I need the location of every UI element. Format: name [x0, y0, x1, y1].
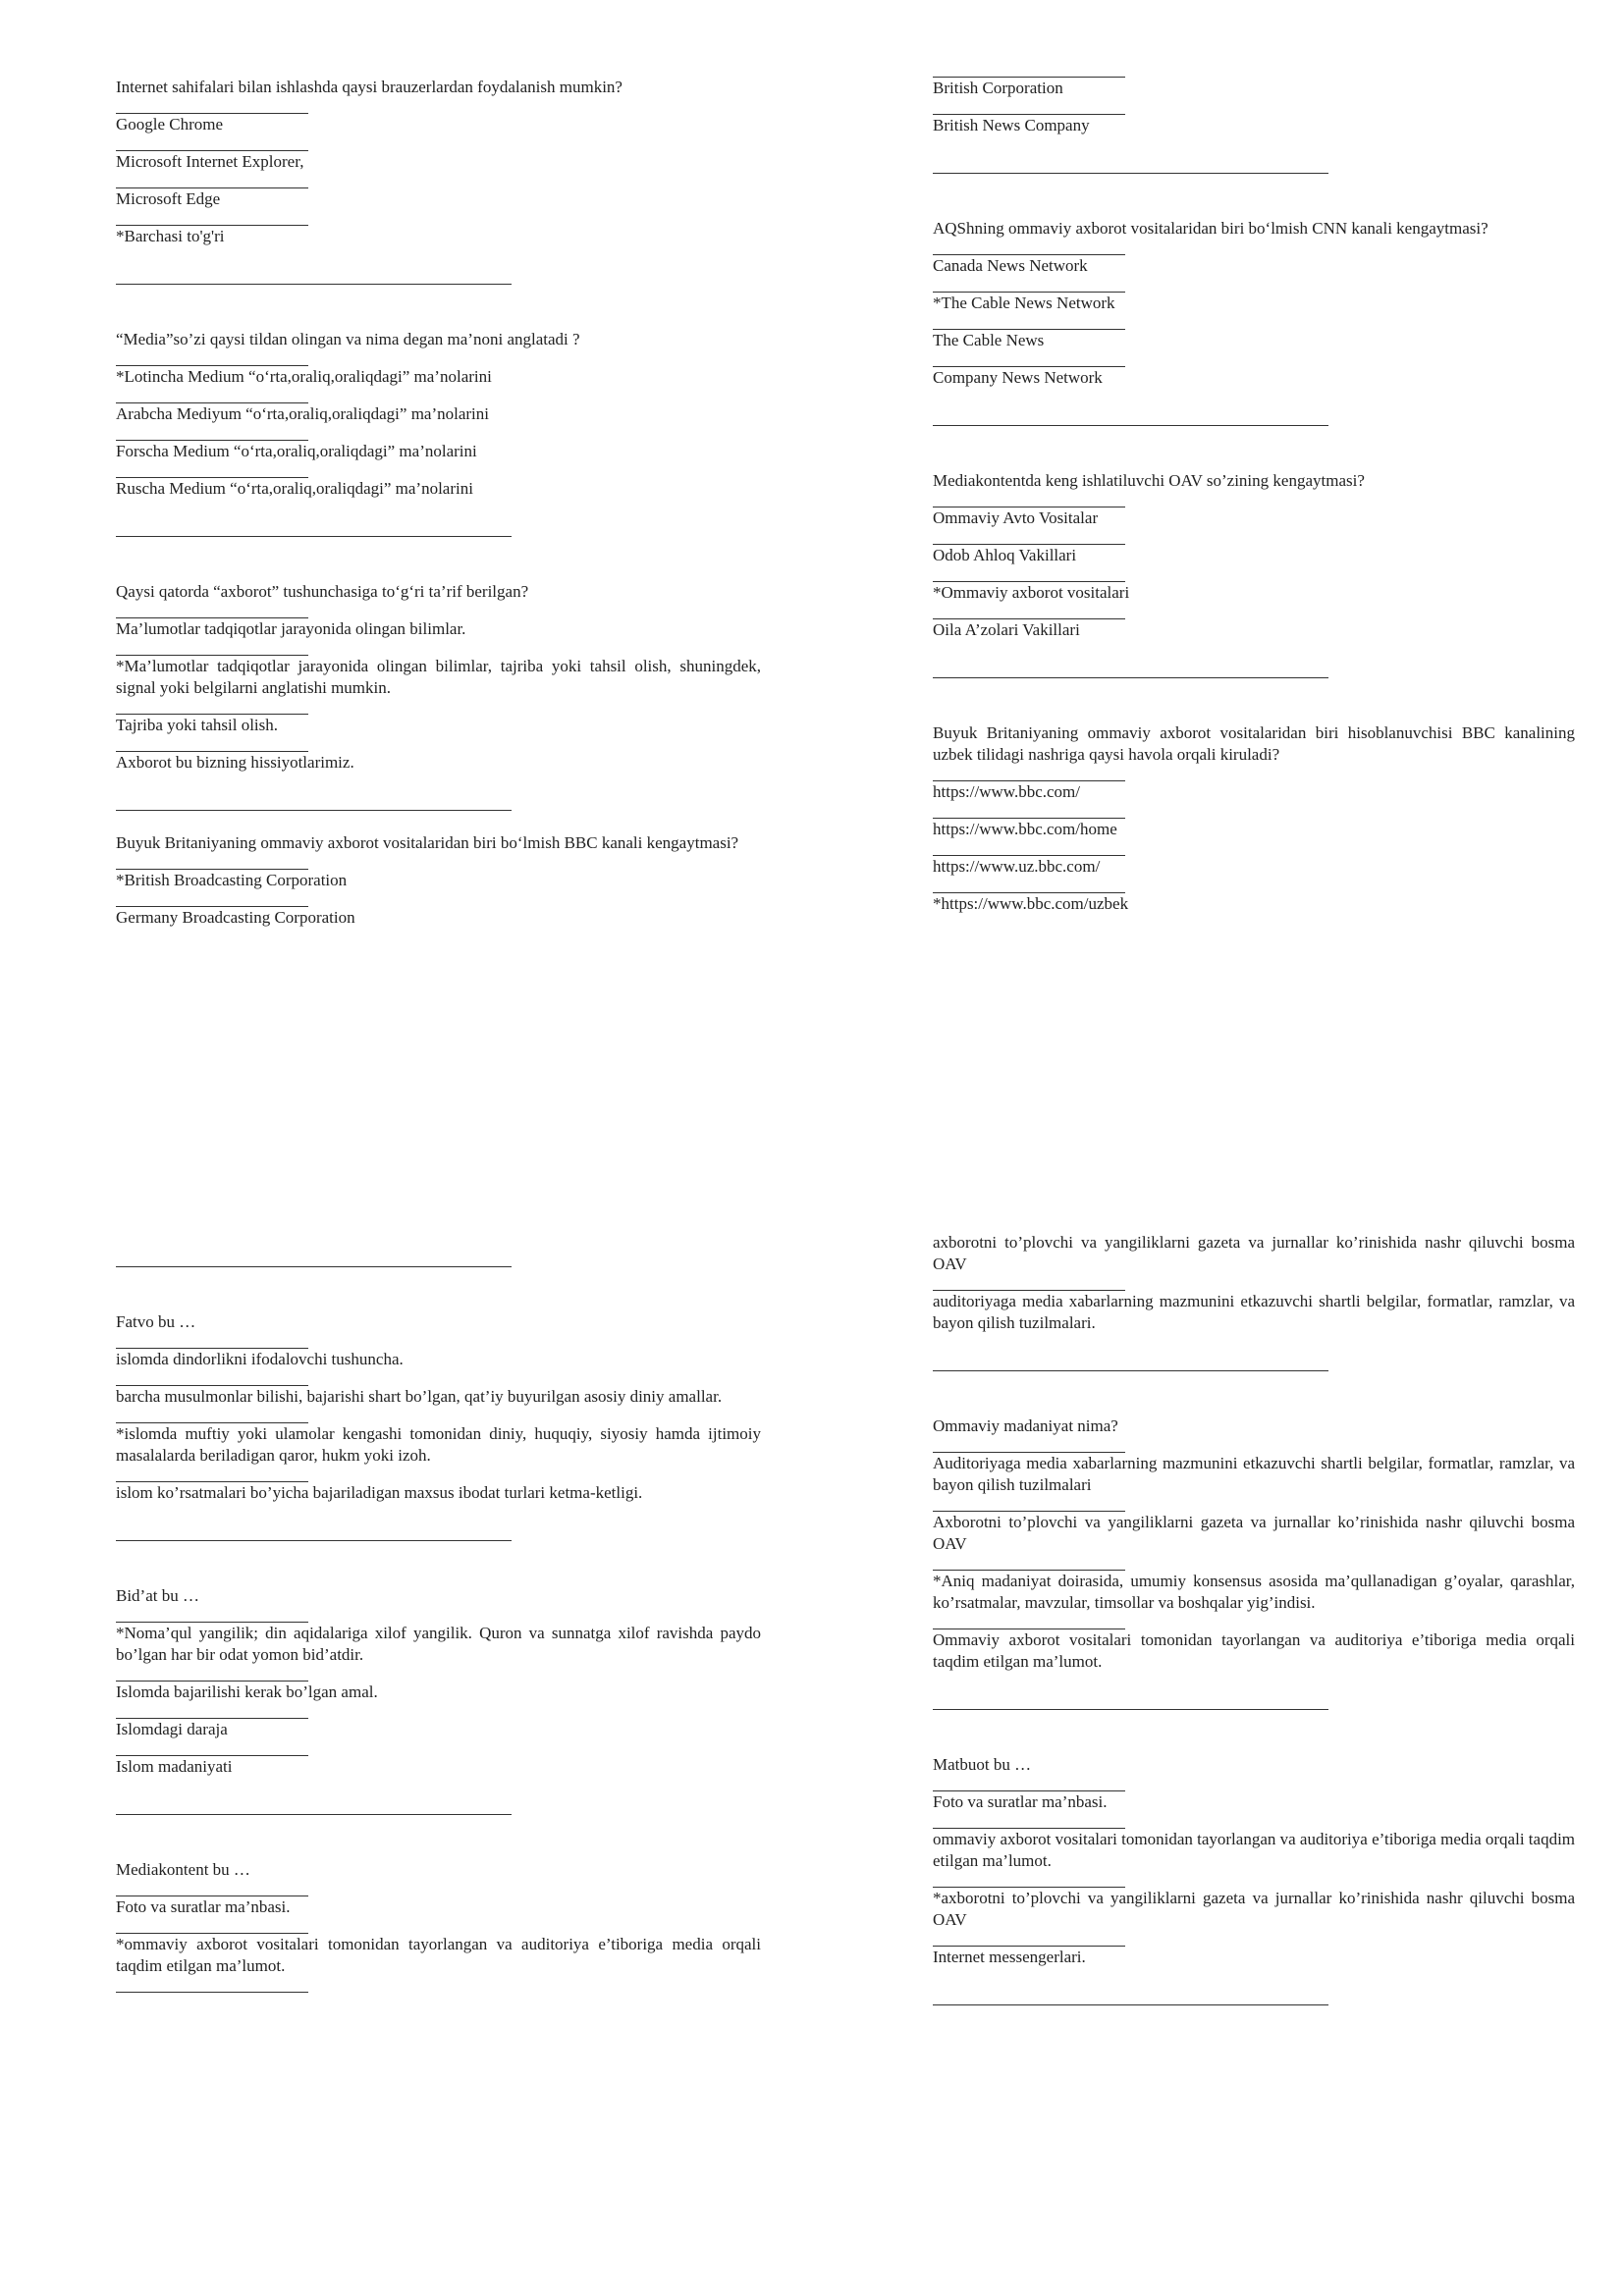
answer-option: Islomda bajarilishi kerak bo’lgan amal. — [116, 1682, 378, 1701]
answer-option: Microsoft Internet Explorer, — [116, 152, 304, 171]
answer-option: Odob Ahloq Vakillari — [933, 546, 1077, 564]
right-column-top — [933, 77, 1575, 930]
question-text: “Media”so’zi qaysi tildan olingan va nima degan ma’noni anglatadi ? — [116, 330, 580, 348]
answer-option: ommaviy axborot vositalari tomonidan tayorlangan va auditoriya e’tiboriga media orqali taqdim etilgan ma’lumot. — [933, 1830, 1576, 1870]
question-text: Mediakontentda keng ishlatiluvchi OAV so’zining kengaytmasi? — [933, 471, 1365, 490]
question-text: AQShning ommaviy axborot vositalaridan biri bo‘lmish CNN kanali kengaytmasi? — [933, 219, 1489, 238]
answer-option: https://www.uz.bbc.com/ — [933, 857, 1101, 876]
question-text: Ommaviy madaniyat nima? — [933, 1416, 1118, 1435]
answer-option: barcha musulmonlar bilishi, bajarishi shart bo’lgan, qat’iy buyurilgan asosiy diniy amallar. — [116, 1387, 723, 1406]
answer-option: https://www.bbc.com/ — [933, 782, 1080, 801]
answer-option: *Lotincha Medium “o‘rta,oraliq,oraliqdagi” ma’nolarini — [116, 367, 492, 386]
answer-option: British News Company — [933, 116, 1090, 134]
question-text: Mediakontent bu … — [116, 1860, 250, 1879]
left-column-top — [116, 77, 761, 943]
answer-option: islomda dindorlikni ifodalovchi tushuncha. — [116, 1350, 404, 1368]
answer-option: Axborot bu bizning hissiyotlarimiz. — [116, 753, 354, 772]
answer-option: *Noma’qul yangilik; din aqidalariga xilof yangilik. Quron va sunnatga xilof ravishda paydo bo’lgan har bir odat yomon bid’atdir. — [116, 1624, 761, 1664]
answer-option: Ommaviy axborot vositalari tomonidan tayorlangan va auditoriya e’tiboriga media orqali taqdim etilgan ma’lumot. — [933, 1630, 1575, 1671]
answer-option: Company News Network — [933, 368, 1103, 387]
answer-option: islom ko’rsatmalari bo’yicha bajariladigan maxsus ibodat turlari ketma-ketligi. — [116, 1483, 643, 1502]
answer-option: British Corporation — [933, 79, 1063, 97]
left-column-bottom — [116, 1245, 761, 1993]
answer-option: Tajriba yoki tahsil olish. — [116, 716, 279, 734]
answer-option: *British Broadcasting Corporation — [116, 871, 348, 889]
answer-option: *axborotni to’plovchi va yangiliklarni gazeta va jurnallar ko’rinishida nashr qiluvchi bosma OAV — [933, 1889, 1575, 1929]
answer-option: *islomda muftiy yoki ulamolar kengashi tomonidan diniy, huquqiy, siyosiy hamda ijtimoiy masalalarda beriladigan qaror, hukm yoki izoh. — [116, 1424, 761, 1465]
answer-option: Auditoriyaga media xabarlarning mazmunini etkazuvchi shartli belgilar, formatlar, ramzlar, va bayon qilish tuzilmalari — [933, 1454, 1575, 1494]
question-text: Buyuk Britaniyaning ommaviy axborot vositalaridan biri hisoblanuvchisi BBC kanalining uzbek tilidagi nashriga qaysi havola orqali kiruladi? — [933, 723, 1575, 764]
answer-option: *https://www.bbc.com/uzbek — [933, 894, 1129, 913]
answer-option: Foto va suratlar ma’nbasi. — [116, 1897, 291, 1916]
answer-option: auditoriyaga media xabarlarning mazmunini etkazuvchi shartli belgilar, formatlar, ramzlar, va bayon qilish tuzilmalari. — [933, 1292, 1575, 1332]
answer-option: Foto va suratlar ma’nbasi. — [933, 1792, 1108, 1811]
answer-option: *Aniq madaniyat doirasida, umumiy konsensus asosida ma’qullanadigan g’oyalar, qarashlar, ko’rsatmalar, mavzular, timsollar va boshqalar yig’indisi. — [933, 1572, 1575, 1612]
answer-option: Ruscha Medium “o‘rta,oraliq,oraliqdagi” ma’nolarini — [116, 479, 473, 498]
answer-option: Axborotni to’plovchi va yangiliklarni gazeta va jurnallar ko’rinishida nashr qiluvchi bosma OAV — [933, 1513, 1575, 1553]
answer-option: Arabcha Mediyum “o‘rta,oraliq,oraliqdagi” ma’nolarini — [116, 404, 489, 423]
right-column-bottom — [933, 1232, 1575, 2050]
question-text: Internet sahifalari bilan ishlashda qaysi brauzerlardan foydalanish mumkin? — [116, 78, 623, 96]
answer-option: Ommaviy Avto Vositalar — [933, 508, 1099, 527]
answer-option: Microsoft Edge — [116, 189, 221, 208]
question-text: Buyuk Britaniyaning ommaviy axborot vositalaridan biri bo‘lmish BBC kanali kengaytmasi? — [116, 833, 739, 852]
answer-option: Ma’lumotlar tadqiqotlar jarayonida olingan bilimlar. — [116, 619, 466, 638]
question-text: Qaysi qatorda “axborot” tushunchasiga to‘g‘ri ta’rif berilgan? — [116, 582, 529, 601]
answer-option: Internet messengerlari. — [933, 1948, 1086, 1966]
question-text: Fatvo bu … — [116, 1312, 196, 1331]
option-underline — [116, 1992, 308, 1993]
answer-option: Islom madaniyati — [116, 1757, 233, 1776]
answer-option: Oila A’zolari Vakillari — [933, 620, 1080, 639]
answer-option: The Cable News — [933, 331, 1045, 349]
answer-option: *Ma’lumotlar tadqiqotlar jarayonida olingan bilimlar, tajriba yoki tahsil olish, shuningdek, signal yoki belgilarni anglatishi mumkin. — [116, 657, 761, 697]
answer-option: https://www.bbc.com/home — [933, 820, 1117, 838]
question-text: Bid’at bu … — [116, 1586, 199, 1605]
answer-option: *Ommaviy axborot vositalari — [933, 583, 1130, 602]
answer-option: Google Chrome — [116, 115, 224, 133]
answer-option: Forscha Medium “o‘rta,oraliq,oraliqdagi” ma’nolarini — [116, 442, 477, 460]
question-text: Matbuot bu … — [933, 1755, 1032, 1774]
answer-option: *ommaviy axborot vositalari tomonidan tayorlangan va auditoriya e’tiboriga media orqali taqdim etilgan ma’lumot. — [116, 1935, 761, 1975]
answer-option: *The Cable News Network — [933, 294, 1115, 312]
answer-option: Islomdagi daraja — [116, 1720, 228, 1738]
question-text: axborotni to’plovchi va yangiliklarni gazeta va jurnallar ko’rinishida nashr qiluvchi bosma OAV — [933, 1233, 1575, 1273]
answer-option: Germany Broadcasting Corporation — [116, 908, 355, 927]
answer-option: *Barchasi to'g'ri — [116, 227, 225, 245]
answer-option: Canada News Network — [933, 256, 1088, 275]
